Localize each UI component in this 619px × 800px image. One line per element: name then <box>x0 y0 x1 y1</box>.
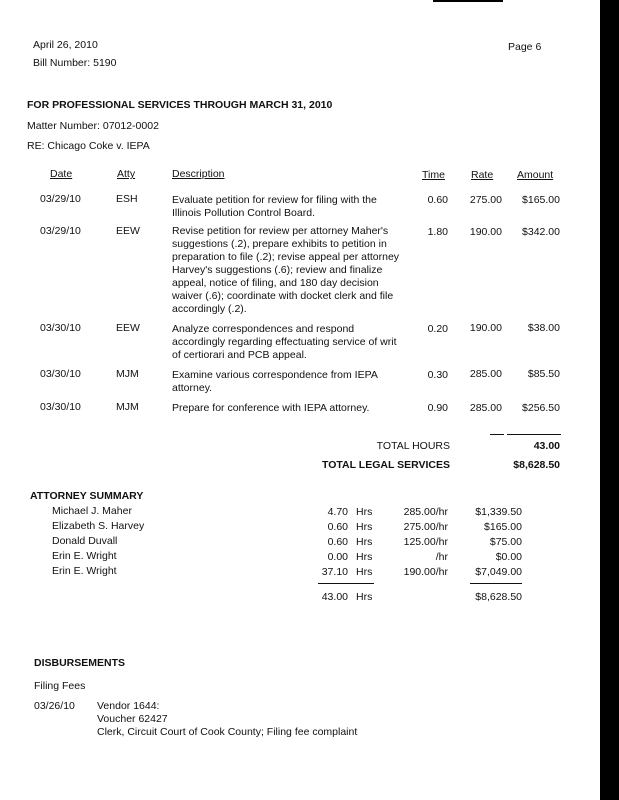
entry-time: 0.90 <box>427 402 448 414</box>
summary-attorney-name: Donald Duvall <box>52 535 118 547</box>
total-hours-label: TOTAL HOURS <box>376 440 450 452</box>
entry-atty: EEW <box>116 225 140 237</box>
entry-amount: $256.50 <box>522 402 560 414</box>
entry-description: Examine various correspondence from IEPA attorney. <box>172 369 378 394</box>
bill-number: Bill Number: 5190 <box>33 57 117 69</box>
summary-total-hours: 43.00 <box>321 591 348 603</box>
total-services-label: TOTAL LEGAL SERVICES <box>322 459 450 471</box>
summary-attorney-name: Michael J. Maher <box>52 505 132 517</box>
summary-hours-unit: Hrs <box>356 566 373 578</box>
entry-description: Revise petition for review per attorney Maher's suggestions (.2), prepare exhibits to petition in preparation to file (.2); revise appeal per attorney Harvey's suggestions (.6); review and finalize appeal, notice of filing, and 180 day decision waiver (.6); coordinate with docket clerk and file accordingly (.2). <box>172 225 400 315</box>
column-header-time: Time <box>422 169 445 181</box>
scan-mark-top <box>433 0 503 2</box>
entry-atty: MJM <box>116 401 139 413</box>
entry-atty: ESH <box>116 193 138 205</box>
summary-attorney-name: Erin E. Wright <box>52 550 117 562</box>
scan-border-right <box>600 0 619 800</box>
entry-amount: $85.50 <box>527 368 560 380</box>
column-header-amount: Amount <box>517 169 554 181</box>
entry-rate: 275.00 <box>469 194 502 206</box>
attorney-summary-title: ATTORNEY SUMMARY <box>30 490 144 502</box>
entry-time: 0.60 <box>427 194 448 206</box>
entry-date: 03/30/10 <box>40 322 81 334</box>
entry-date: 03/29/10 <box>40 225 81 237</box>
entry-time: 1.80 <box>427 226 448 238</box>
entry-amount: $38.00 <box>527 322 560 334</box>
summary-amount: $165.00 <box>484 521 522 533</box>
page-number: Page 6 <box>508 41 542 53</box>
summary-rate: 285.00/hr <box>403 506 448 518</box>
summary-rate: /hr <box>435 551 448 563</box>
total-hours-value: 43.00 <box>533 440 560 452</box>
invoice-date: April 26, 2010 <box>33 39 98 51</box>
entry-date: 03/30/10 <box>40 368 81 380</box>
summary-attorney-name: Erin E. Wright <box>52 565 117 577</box>
summary-rate: 125.00/hr <box>403 536 448 548</box>
services-title: FOR PROFESSIONAL SERVICES THROUGH MARCH 31, 2010 <box>27 99 333 111</box>
summary-hours: 4.70 <box>327 506 348 518</box>
matter-number: Matter Number: 07012-0002 <box>27 120 159 132</box>
summary-hours-rule <box>318 583 374 584</box>
disbursement-category: Filing Fees <box>34 680 86 692</box>
entry-amount: $165.00 <box>522 194 560 206</box>
total-services-value: $8,628.50 <box>513 459 560 471</box>
summary-rate: 190.00/hr <box>403 566 448 578</box>
entry-description: Analyze correspondences and respond accordingly regarding effectuating service of writ of certiorari and PCB appeal. <box>172 323 397 361</box>
summary-total-amount: $8,628.50 <box>475 591 522 603</box>
disbursement-vendor: Vendor 1644: <box>97 700 160 712</box>
matter-re: RE: Chicago Coke v. IEPA <box>27 140 150 152</box>
entry-rate: 190.00 <box>469 226 502 238</box>
summary-hours: 37.10 <box>321 566 348 578</box>
totals-rule <box>507 434 561 435</box>
summary-amount: $1,339.50 <box>475 506 522 518</box>
disbursement-detail: Clerk, Circuit Court of Cook County; Filing fee complaint <box>97 726 358 738</box>
disbursement-date: 03/26/10 <box>34 700 75 712</box>
summary-hours: 0.60 <box>327 521 348 533</box>
column-header-rate: Rate <box>471 169 494 181</box>
summary-amount-rule <box>470 583 522 584</box>
entry-amount: $342.00 <box>522 226 560 238</box>
entry-time: 0.30 <box>427 369 448 381</box>
entry-description: Prepare for conference with IEPA attorney. <box>172 402 370 414</box>
summary-hours-unit: Hrs <box>356 521 373 533</box>
totals-rule-short <box>490 434 504 435</box>
summary-hours-unit: Hrs <box>356 551 373 563</box>
entry-description: Evaluate petition for review for filing with the Illinois Pollution Control Board. <box>172 194 377 219</box>
summary-total-unit: Hrs <box>356 591 373 603</box>
entry-date: 03/30/10 <box>40 401 81 413</box>
disbursements-title: DISBURSEMENTS <box>34 657 126 669</box>
summary-hours: 0.60 <box>327 536 348 548</box>
column-header-description: Description <box>172 168 225 180</box>
summary-amount: $7,049.00 <box>475 566 522 578</box>
entry-rate: 190.00 <box>469 322 502 334</box>
summary-hours-unit: Hrs <box>356 506 373 518</box>
entry-atty: EEW <box>116 322 140 334</box>
summary-amount: $0.00 <box>495 551 522 563</box>
entry-rate: 285.00 <box>469 368 502 380</box>
entry-rate: 285.00 <box>469 402 502 414</box>
disbursement-voucher: Voucher 62427 <box>97 713 168 725</box>
entry-date: 03/29/10 <box>40 193 81 205</box>
summary-rate: 275.00/hr <box>403 521 448 533</box>
summary-hours: 0.00 <box>327 551 348 563</box>
summary-amount: $75.00 <box>489 536 522 548</box>
entry-time: 0.20 <box>427 323 448 335</box>
entry-atty: MJM <box>116 368 139 380</box>
column-header-date: Date <box>50 168 73 180</box>
summary-hours-unit: Hrs <box>356 536 373 548</box>
column-header-atty: Atty <box>117 168 136 180</box>
summary-attorney-name: Elizabeth S. Harvey <box>52 520 145 532</box>
